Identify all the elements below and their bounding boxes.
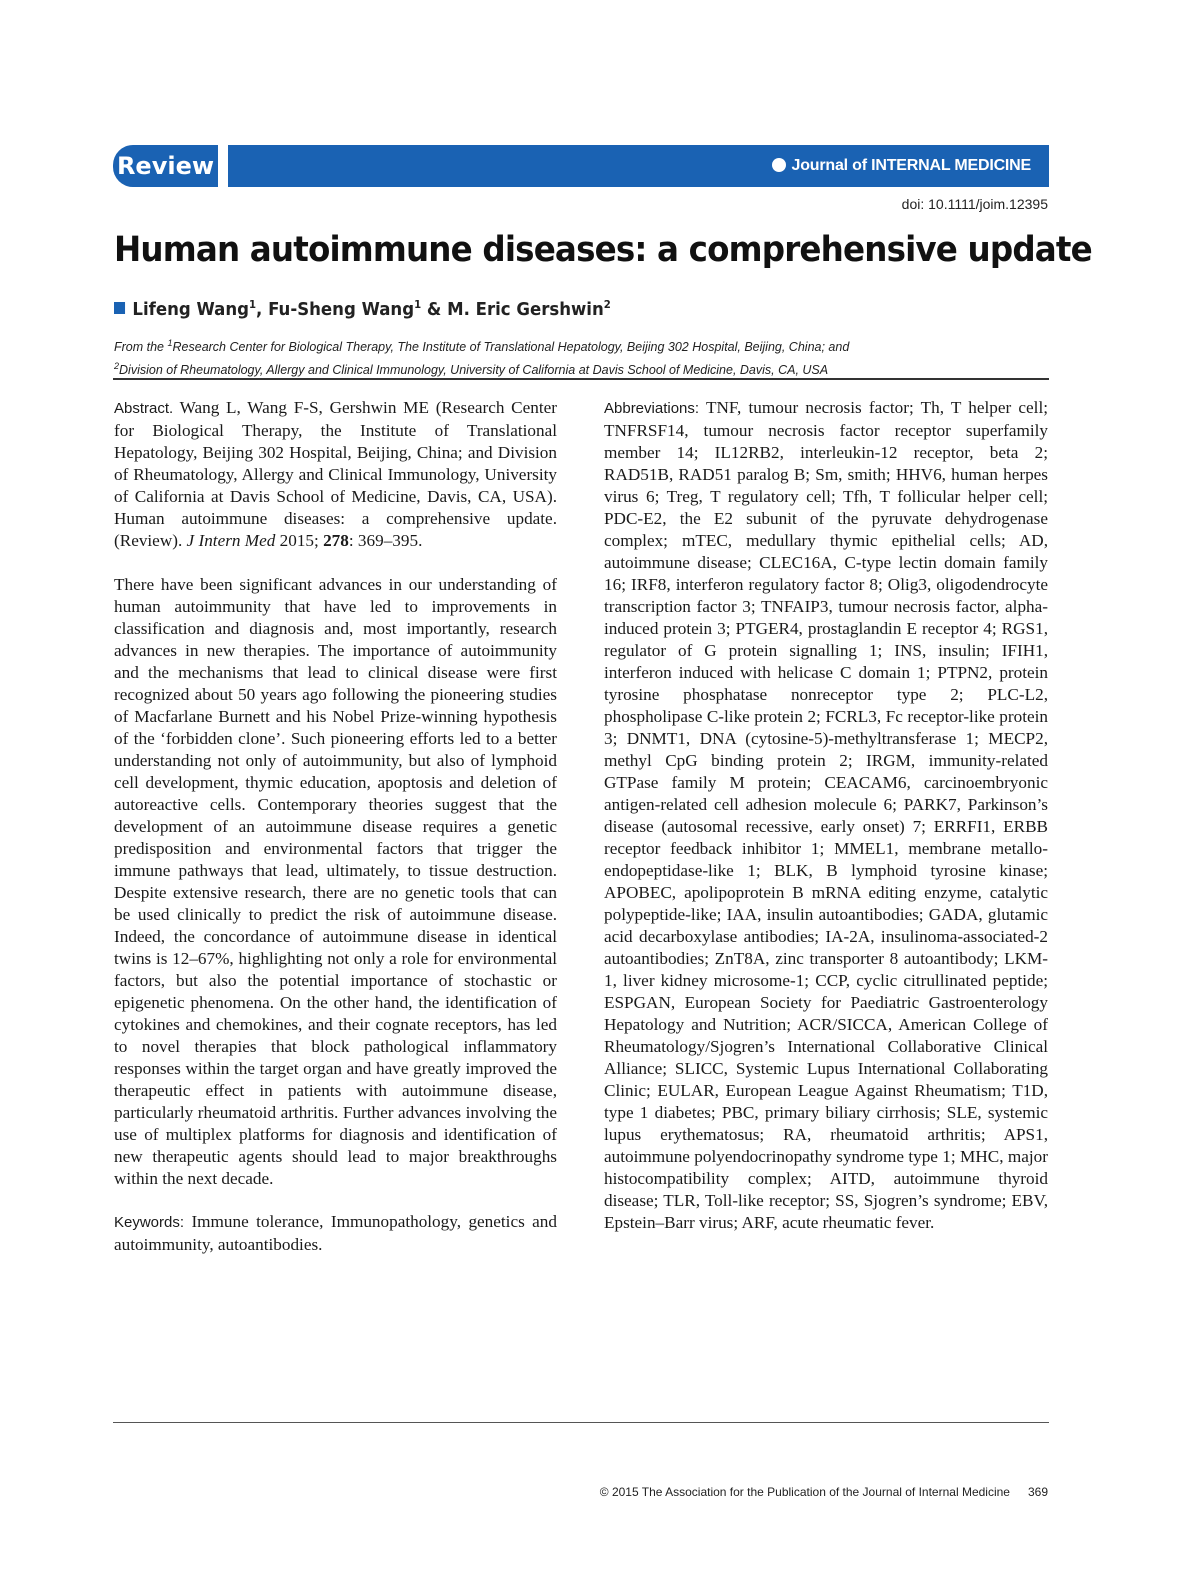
citation-volume: 278 — [323, 531, 349, 550]
journal-prefix: Journal — [791, 157, 848, 174]
doi[interactable]: doi: 10.1111/joim.12395 — [901, 196, 1048, 212]
citation-year: 2015; — [275, 531, 324, 550]
copyright: © 2015 The Association for the Publication of the Journal of Internal Medicine — [599, 1485, 1010, 1499]
footer-divider — [113, 1422, 1049, 1423]
author-separator: , — [256, 299, 269, 320]
header-banner — [113, 145, 1049, 187]
abstract-citation — [114, 397, 557, 552]
page-number: 369 — [1027, 1485, 1048, 1499]
header-divider — [113, 378, 1049, 380]
section-label: Review — [113, 145, 218, 187]
affiliation-mark: 2 — [114, 361, 120, 372]
journal-of: of — [852, 157, 867, 174]
author-bullet-icon — [114, 302, 125, 314]
author-affiliation-mark: 2 — [603, 298, 611, 311]
author-name: M. Eric Gershwin — [447, 299, 604, 320]
abbreviations-text: TNF, tumour necrosis factor; Th, T helper cell; TNFRSF14, tumour necrosis factor receptor superfamily member 14; IL12RB2, interleukin-12 receptor, beta 2; RAD51B, RAD51 paralog B; Sm, smith; HHV6, human herpes virus 6; Treg, T regulatory cell; Tfh, T follicular helper cell; PDC-E2, the E2 subunit of the pyruvate dehydrogenase complex; mTEC, medullary thymic epithelial cells; AD, autoimmune disease; CLEC16A, C-type lectin domain family 16; IRF8, interferon regulatory factor 8; Olig3, oligodendrocyte transcription factor 3; TNFAIP3, tumour necrosis factor, alpha-induced protein 3; PTGER4, prostaglandin E receptor 4; RGS1, regulator of G protein signalling 1; INS, insulin; IFIH1, interferon induced with helicase C domain 1; PTPN2, protein tyrosine phosphatase nonreceptor type 2; PLC-L2, phospholipase C-like protein 2; FCRL3, Fc receptor-like protein 3; DNMT1, DNA (cytosine-5)-methyltransferase 1; MECP2, methyl CpG binding protein 2; IRGM, immunity-related GTPase family M protein; CEACAM6, carcinoembryonic antigen-related cell adhesion molecule 6; PARK7, Parkinson’s disease (autosomal recessive, early onset) 7; ERRFI1, ERBB receptor feedback inhibitor 1; MMEL1, membrane metallo-endopeptidase-like 1; BLK, B lymphoid tyrosine kinase; APOBEC, apolipoprotein B mRNA editing enzyme, catalytic polypeptide-like; IAA, insulin autoantibodies; GADA, glutamic acid decarboxylase antibodies; IA-2A, insulinoma-associated-2 autoantibodies; ZnT8A, zinc transporter 8 autoantibody; LKM-1, liver kidney microsome-1; CCP, cyclic citrullinated peptide; ESPGAN, European Society for Paediatric Gastroenterology Hepatology and Nutrition; ACR/SICCA, American College of Rheumatology/Sjogren’s International Collaborative Clinical Alliance; SLICC, Systemic Lupus International Collaborating Clinic; EULAR, European League Against Rheumatism; T1D, type 1 diabetes; PBC, primary biliary cirrhosis; SLE, systemic lupus erythematosus; RA, rheumatoid arthritis; APS1, autoimmune polyendocrinopathy syndrome type 1; MHC, major histocompatibility complex; AITD, autoimmune thyroid disease; TLR, Toll-like receptor; SS, Sjogren’s syndrome; EBV, Epstein–Barr virus; ARF, acute rheumatic fever. — [604, 398, 1048, 1232]
keywords-text: Immune tolerance, Immunopathology, genetics and autoimmunity, autoantibodies. — [114, 1212, 557, 1254]
keywords-lead: Keywords: — [114, 1214, 185, 1231]
abstract-citation-text: Wang L, Wang F-S, Gershwin ME (Research Center for Biological Therapy, the Institute of Translational Hepatology, Beijing 302 Hospital, Beijing, China; and Division of Rheumatology, Allergy and Clinical Immunology, University of California at Davis School of Medicine, Davis, CA, USA). Human autoimmune diseases: a comprehensive update. (Review). — [114, 398, 557, 550]
abbreviations-column — [604, 397, 1048, 1234]
author-affiliation-mark: 1 — [248, 298, 257, 311]
author-name: Lifeng Wang — [132, 299, 249, 320]
citation-pages: : 369–395. — [348, 531, 423, 550]
affiliation-from: From the — [114, 340, 168, 355]
affiliation-mark: 1 — [167, 338, 173, 348]
journal-logo-icon — [772, 158, 786, 172]
abstract-body: There have been significant advances in our understanding of human autoimmunity that have led to improvements in classification and diagnosis and, most importantly, research advances in new therapies. The importance of autoimmunity and the mechanisms that lead to clinical disease were first recognized about 50 years ago following the pioneering studies of Macfarlane Burnett and his Nobel Prize-winning hypothesis of the ‘forbidden clone’. Such pioneering efforts led to a better understanding not only of autoimmunity, but also of lymphoid cell development, thymic education, apoptosis and deletion of autoreactive cells. Contemporary theories suggest that the development of an autoimmune disease requires a genetic predisposition and environmental factors that trigger the immune pathways that lead, ultimately, to tissue destruction. Despite extensive research, there are no genetic tools that can be used clinically to predict the risk of autoimmune disease. Indeed, the concordance of autoimmune disease in identical twins is 12–67%, highlighting not only a role for environmental factors, but also the potential importance of stochastic or epigenetic phenomena. On the other hand, the identification of cytokines and chemokines, and their cognate receptors, has led to novel therapies that block pathological inflammatory responses within the target organ and have greatly improved the therapeutic effect in patients with autoimmune disease, particularly rheumatoid arthritis. Further advances involving the use of multiplex platforms for diagnosis and identification of new therapeutic agents should lead to major breakthroughs within the next decade. — [114, 575, 557, 1188]
journal-name — [772, 145, 1031, 187]
journal-bar — [228, 145, 1049, 187]
journal-abbrev: J Intern Med — [186, 531, 276, 550]
page-footer — [600, 1485, 1048, 1499]
affiliations — [114, 334, 1044, 380]
abstract-column — [114, 397, 557, 1256]
journal-title: INTERNAL MEDICINE — [871, 157, 1031, 174]
author-list — [114, 298, 611, 320]
affiliation-1: Research Center for Biological Therapy, The Institute of Translational Hepatology, Beijing 302 Hospital, Beijing, China; and — [172, 340, 850, 355]
keywords — [114, 1211, 557, 1256]
affiliation-2: Division of Rheumatology, Allergy and Clinical Immunology, University of California at Davis School of Medicine, Davis, CA, USA — [119, 363, 829, 378]
abbreviations — [604, 397, 1048, 1234]
author-name: Fu-Sheng Wang — [268, 299, 415, 320]
abbreviations-lead: Abbreviations: — [604, 400, 700, 417]
author-affiliation-mark: 1 — [414, 298, 422, 311]
abstract-lead: Abstract. — [114, 400, 174, 417]
author-separator: & — [421, 299, 448, 320]
article-title: Human autoimmune diseases: a comprehensive update — [114, 230, 1092, 270]
